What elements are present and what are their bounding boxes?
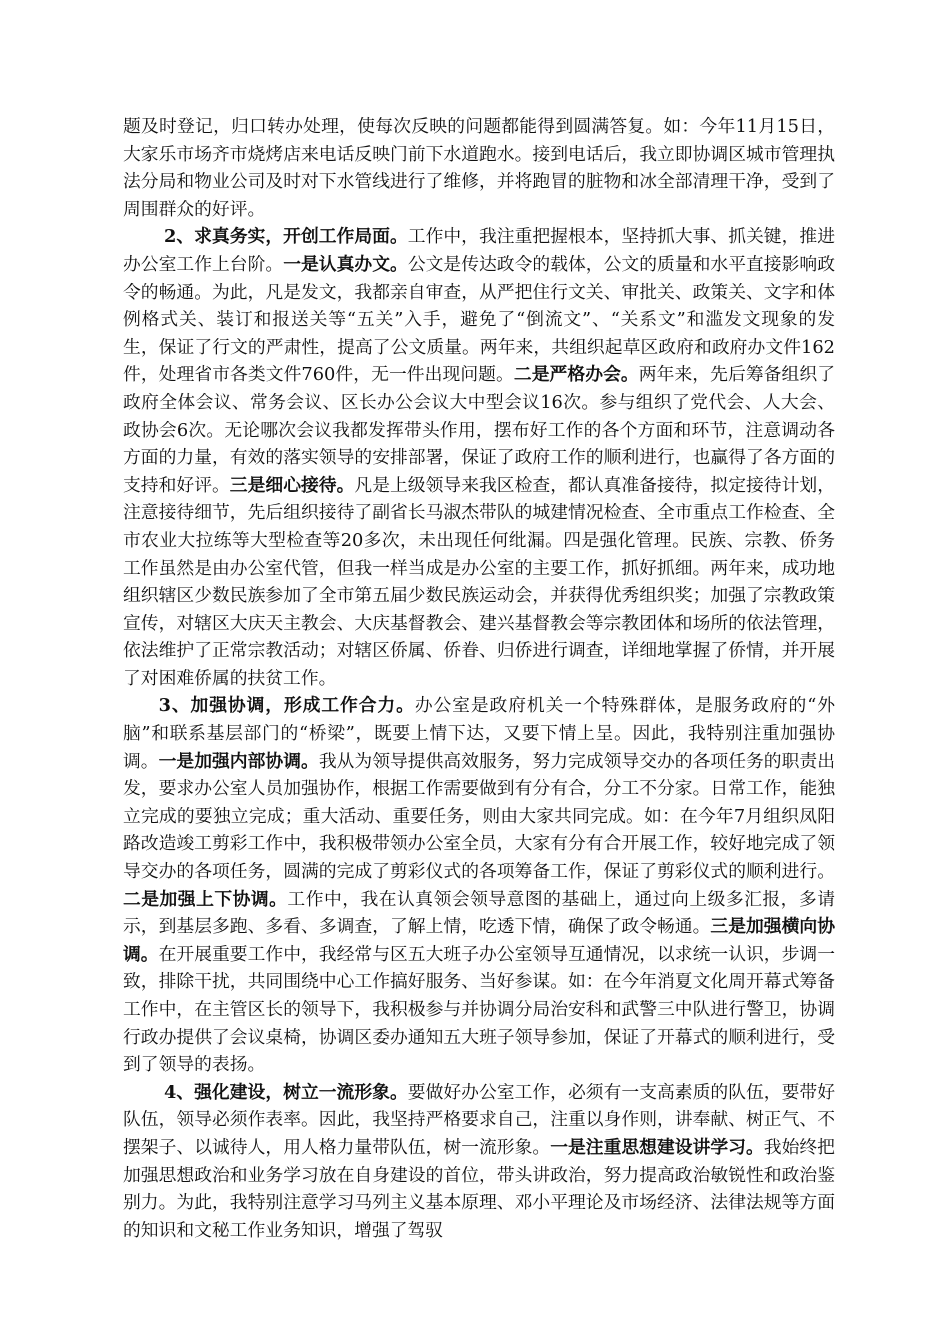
text-run: 工作中，我在认真领会领导意图的基础上，通过向上级多汇报，多请示，到基层多跑、多看、多调查，了解上情，吃透下情，确保了政令畅通。: [123, 888, 835, 938]
text-run: 两年来，先后筹备组织了政府全体会议、常务会议、区长办公会议大中型会议16次。参与组织了党代会、人大会、政协会6次。无论哪次会议我都发挥带头作用，摆布好工作的各个方面和环节，注意调动各方面的力量，有效的落实领导的安排部署，保证了政府工作的顺利进行，也赢得了各方面的支持和好评。: [123, 364, 835, 496]
paragraph-2: [123, 223, 835, 692]
text-run: 要做好办公室工作，必须有一支高素质的队伍，要带好队伍，领导必须作表率。因此，我坚持严格要求自己，注重以身作则，讲奉献、树正气、不摆架子、以诚待人，用人格力量带队伍，树一流形象。: [123, 1081, 835, 1158]
text-run: 办公室是政府机关一个特殊群体，是服务政府的“外脑”和联系基层部门的“桥梁”，既要上情下达，又要下情上呈。因此，我特别注重加强协调。: [123, 695, 836, 772]
bold-subheading: 三是细心接待。: [229, 474, 355, 496]
text-run: 我从为领导提供高效服务，努力完成领导交办的各项任务的职责出发，要求办公室人员加强协作，根据工作需要做到有分有合，分工不分家。日常工作，能独立完成的要独立完成；重大活动、重要任务，则由大家共同完成。如：在今年7月组织凤阳路改造竣工剪彩工作中，我积极带领办公室全员，大家有分有合开展工作，较好地完成了领导交办的各项任务，圆满的完成了剪彩仪式的各项筹备工作，保证了剪彩仪式的顺利进行。: [123, 750, 835, 883]
paragraph-4: [123, 1079, 835, 1245]
bold-subheading: 三是加强横向协调。: [123, 916, 835, 965]
bold-subheading: 一是加强内部协调。: [158, 750, 319, 772]
section-heading-2: 2、求真务实，开创工作局面。: [163, 226, 408, 248]
text-run: 凡是上级领导来我区检查，都认真准备接待，拟定接待计划，注意接待细节，先后组织接待了副省长马淑杰带队的城建情况检查、全市重点工作检查、全市农业大拉练等大型检查等20多次，未出现任何纰漏。四是强化管理。民族、宗教、侨务工作虽然是由办公室代管，但我一样当成是办公室的主要工作，抓好抓细。两年来，成功地组织辖区少数民族参加了全市第五届少数民族运动会，并获得优秀组织奖；加强了宗教政策宣传，对辖区大庆天主教会、大庆基督教会、建兴基督教会等宗教团体和场所的依法管理，依法维护了正常宗教活动；对辖区侨属、侨眷、归侨进行调查，详细地掌握了侨情，并开展了对困难侨属的扶贫工作。: [123, 474, 835, 689]
section-heading-3: 3、加强协调，形成工作合力。: [158, 695, 415, 717]
document-page: [123, 113, 835, 1244]
paragraph-1: [123, 113, 835, 223]
bold-subheading: 二是严格办会。: [513, 364, 639, 386]
text-run: 在开展重要工作中，我经常与区五大班子办公室领导互通情况，以求统一认识，步调一致，排除干扰，共同围绕中心工作搞好服务、当好参谋。如：在今年消夏文化周开幕式筹备工作中，在主管区长的领导下，我积极参与并协调分局治安科和武警三中队进行警卫，协调行政办提供了会议桌椅，协调区委办通知五大班子领导参加，保证了开幕式的顺利进行，受到了领导的表扬。: [123, 943, 835, 1076]
text-run: 我始终把加强思想政治和业务学习放在自身建设的首位，带头讲政治，努力提高政治敏锐性和政治鉴别力。为此，我特别注意学习马列主义基本原理、邓小平理论及市场经济、法律法规等方面的知识和文秘工作业务知识，增强了驾驭: [123, 1136, 835, 1241]
section-heading-4: 4、强化建设，树立一流形象。: [163, 1081, 408, 1103]
text-run: 题及时登记，归口转办处理，使每次反映的问题都能得到圆满答复。如：今年11月15日，大家乐市场齐市烧烤店来电话反映门前下水道跑水。接到电话后，我立即协调区城市管理执法分局和物业公司及时对下水管线进行了维修，并将跑冒的脏物和冰全部清理干净，受到了周围群众的好评。: [123, 116, 835, 220]
bold-subheading: 二是加强上下协调。: [123, 888, 288, 910]
text-run: 工作中，我注重把握根本，坚持抓大事、抓关键，推进办公室工作上台阶。: [123, 226, 835, 275]
bold-subheading: 一是注重思想建设讲学习。: [550, 1136, 764, 1158]
bold-subheading: 一是认真办文。: [283, 253, 408, 275]
text-run: 公文是传达政令的载体，公文的质量和水平直接影响政令的畅通。为此，凡是发文，我都亲自审查，从严把住行文关、审批关、政策关、文字和体例格式关、装订和报送关等“五关”入手，避免了“倒流文”、“关系文”和滥发文现象的发生，保证了行文的严肃性，提高了公文质量。两年来，共组织起草区政府和政府办文件162件，处理省市各类文件760件，无一件出现问题。: [123, 253, 835, 386]
paragraph-3: [123, 692, 835, 1078]
